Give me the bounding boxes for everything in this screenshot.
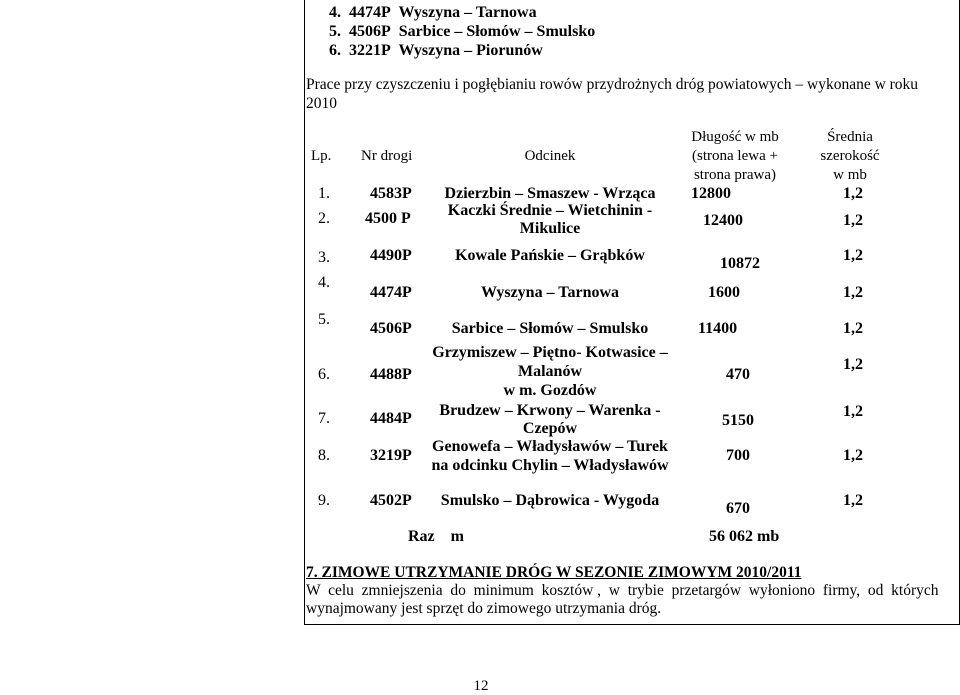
- row-odcinek: Brudzew – Krwony – Warenka -: [439, 402, 661, 419]
- row-nr: 4474P: [370, 284, 412, 301]
- row-nr: 4583P: [370, 185, 412, 202]
- row-odcinek: na odcinku Chylin – Władysławów: [431, 457, 669, 474]
- row-szerokosc: 1,2: [843, 403, 863, 420]
- row-nr: 4488P: [370, 366, 412, 383]
- row-nr: 4500 P: [365, 210, 411, 227]
- header-dlugosc: (strona lewa +: [692, 148, 778, 164]
- row-odcinek: Grzymiszew – Piętno- Kotwasice –: [432, 344, 668, 361]
- section-intro: Prace przy czyszczeniu i pogłębianiu rowów przydrożnych dróg powiatowych – wykonane w roku: [306, 76, 919, 93]
- row-lp: 7.: [318, 410, 330, 427]
- header-nr-drogi: Nr drogi: [361, 148, 413, 164]
- row-dlugosc: 1600: [708, 284, 740, 301]
- row-szerokosc: 1,2: [843, 185, 863, 202]
- row-odcinek: Mikulice: [519, 220, 581, 237]
- row-nr: 4506P: [370, 320, 412, 337]
- row-dlugosc: 10872: [720, 255, 760, 272]
- list-item: 4. 4474P Wyszyna – Tarnowa: [329, 4, 537, 21]
- list-item: 6. 3221P Wyszyna – Piorunów: [329, 42, 543, 59]
- row-lp: 6.: [318, 366, 330, 383]
- header-lp: Lp.: [311, 148, 332, 164]
- row-lp: 9.: [318, 492, 330, 509]
- row-odcinek: Smulsko – Dąbrowica - Wygoda: [440, 492, 660, 509]
- list-item: 5. 4506P Sarbice – Słomów – Smulsko: [329, 23, 596, 40]
- row-szerokosc: 1,2: [843, 447, 863, 464]
- row-odcinek: Malanów: [518, 363, 582, 380]
- row-lp: 8.: [318, 447, 330, 464]
- row-dlugosc: 12800: [691, 185, 731, 202]
- section-7-heading: 7. ZIMOWE UTRZYMANIE DRÓG W SEZONIE ZIMOWYM 2010/2011: [306, 564, 802, 581]
- row-lp: 2.: [318, 210, 330, 227]
- header-dlugosc: strona prawa): [693, 167, 777, 183]
- row-dlugosc: 11400: [698, 320, 738, 337]
- row-nr: 4484P: [370, 410, 412, 427]
- row-dlugosc: 700: [726, 447, 750, 464]
- row-dlugosc: 470: [726, 366, 750, 383]
- row-odcinek: Kaczki Średnie – Wietchinin -: [447, 202, 653, 219]
- section-7-text: W celu zmniejszenia do minimum kosztów , w trybie przetargów wyłoniono firmy, od których: [306, 582, 939, 599]
- row-odcinek: Sarbice – Słomów – Smulsko: [451, 320, 649, 337]
- section-intro-year: 2010: [306, 95, 337, 112]
- header-szerokosc: Średnia: [827, 129, 873, 145]
- row-szerokosc: 1,2: [843, 320, 863, 337]
- row-lp: 5.: [318, 311, 330, 328]
- row-odcinek: w m. Gozdów: [503, 382, 597, 399]
- row-lp: 1.: [318, 185, 330, 202]
- row-nr: 4490P: [370, 247, 412, 264]
- total-value: 56 062 mb: [709, 528, 780, 545]
- row-odcinek: Dzierzbin – Smaszew - Wrząca: [444, 185, 656, 202]
- header-odcinek: Odcinek: [524, 148, 576, 164]
- row-lp: 4.: [318, 274, 330, 291]
- row-dlugosc: 670: [726, 500, 750, 517]
- header-dlugosc: Długość w mb: [691, 129, 779, 145]
- row-szerokosc: 1,2: [843, 247, 863, 264]
- row-dlugosc: 12400: [703, 212, 743, 229]
- row-odcinek: Czepów: [522, 420, 578, 437]
- section-7-text: wynajmowany jest sprzęt do zimowego utrzymania dróg.: [306, 600, 662, 617]
- row-odcinek: Kowale Pańskie – Grąbków: [455, 247, 645, 264]
- total-label: Raz m: [408, 528, 464, 545]
- header-szerokosc: w mb: [833, 167, 867, 183]
- row-szerokosc: 1,2: [843, 212, 863, 229]
- row-nr: 4502P: [370, 492, 412, 509]
- row-odcinek: Genowefa – Władysławów – Turek: [432, 438, 668, 455]
- row-dlugosc: 5150: [722, 412, 754, 429]
- row-lp: 3.: [318, 249, 330, 266]
- row-nr: 3219P: [370, 447, 412, 464]
- row-szerokosc: 1,2: [843, 356, 863, 373]
- row-szerokosc: 1,2: [843, 492, 863, 509]
- row-odcinek: Wyszyna – Tarnowa: [480, 284, 620, 301]
- row-szerokosc: 1,2: [843, 284, 863, 301]
- page-number: 12: [473, 678, 489, 694]
- header-szerokosc: szerokość: [820, 148, 880, 164]
